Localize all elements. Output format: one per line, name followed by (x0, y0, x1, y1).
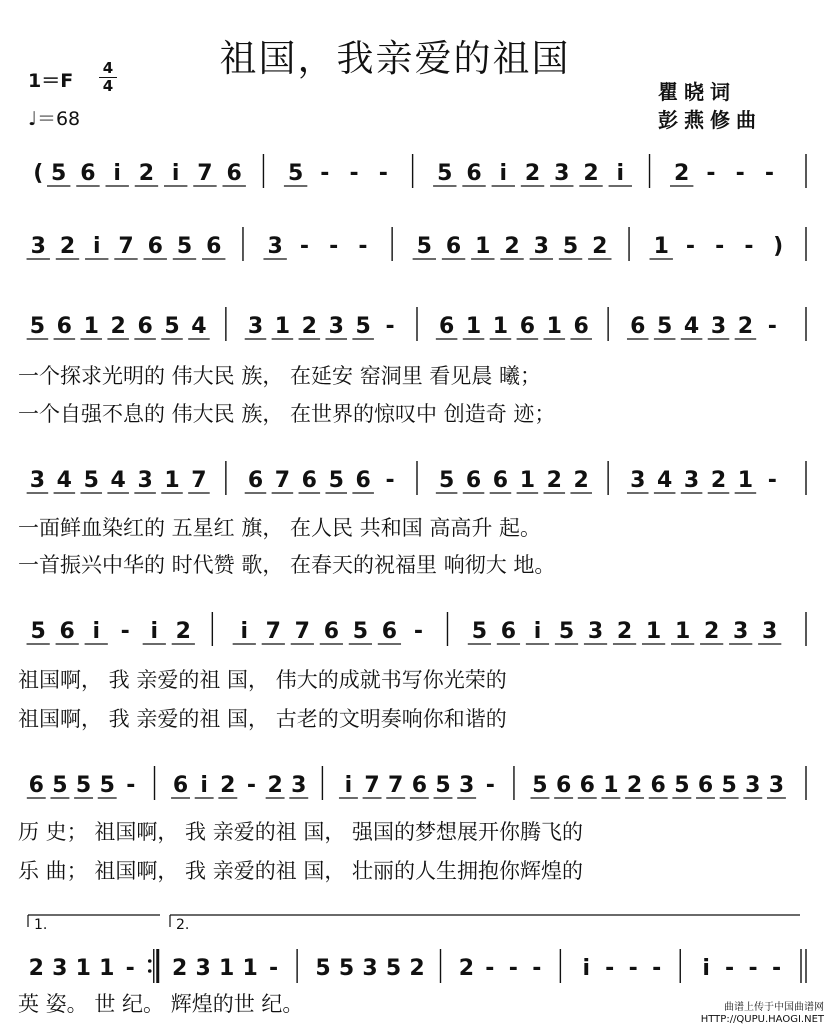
note: 4 (683, 314, 700, 339)
lyrics-line: 一首振兴中华的 时代赞 歌， 在春天的祝福里 响彻大 地。 (18, 553, 556, 577)
note: 3 (630, 468, 646, 493)
dash-mark: - (125, 956, 135, 981)
dash-mark: - (320, 161, 330, 186)
dash-mark: - (767, 468, 777, 493)
note: 1 (603, 773, 619, 798)
note: 3 (267, 234, 283, 259)
watermark-line: 曲谱上传于中国曲谱网 (724, 1002, 824, 1013)
note: 2 (504, 234, 520, 259)
note: 6 (59, 619, 75, 644)
note: 6 (466, 161, 482, 186)
lyrics-line: 一个探求光明的 伟大民 族， 在延安 窑洞里 看见晨 曦； (18, 364, 542, 388)
note: 3 (328, 314, 344, 339)
note: 7 (191, 468, 207, 493)
note: 5 (83, 468, 99, 493)
note: 5 (416, 234, 432, 259)
dash-mark: - (269, 956, 279, 981)
note: 3 (768, 773, 785, 798)
note: i (344, 773, 353, 798)
dash-mark: - (715, 234, 725, 259)
note: 2 (175, 619, 191, 644)
note: 3 (29, 468, 46, 493)
note: 5 (532, 773, 548, 798)
note: 2 (138, 161, 155, 186)
note: 2 (458, 956, 475, 981)
note: 6 (137, 314, 153, 339)
note: 3 (137, 468, 153, 493)
dash-mark: - (385, 468, 395, 493)
note: i (113, 161, 121, 186)
note: 3 (762, 619, 778, 644)
note: 5 (328, 468, 344, 493)
note: 1 (653, 234, 669, 259)
dash-mark: - (706, 161, 716, 186)
note: 3 (683, 468, 700, 493)
note: 6 (465, 468, 482, 493)
note: i (702, 956, 710, 981)
note: i (92, 619, 100, 644)
note: 2 (583, 161, 599, 186)
note: i (171, 161, 180, 186)
note: 5 (562, 234, 579, 259)
note: i (92, 234, 101, 259)
note: 5 (338, 956, 355, 981)
note: 3 (30, 234, 46, 259)
repeat-dot (148, 969, 152, 973)
note: 1 (99, 956, 115, 981)
note: 1 (164, 468, 180, 493)
dash-mark: - (120, 619, 130, 644)
dash-mark: - (329, 234, 339, 259)
note: 1 (645, 619, 662, 644)
note: 2 (674, 161, 690, 186)
note: 5 (674, 773, 690, 798)
lyrics-line: 一个自强不息的 伟大民 族， 在世界的惊叹中 创造奇 迹； (18, 402, 556, 426)
bracket-mark: ( (33, 161, 44, 186)
note: 6 (80, 161, 96, 186)
note: 3 (533, 234, 549, 259)
note: 2 (110, 314, 126, 339)
note: 3 (362, 956, 378, 981)
note: 2 (710, 468, 727, 493)
note: 3 (554, 161, 570, 186)
note: 7 (274, 468, 291, 493)
dash-mark: - (485, 956, 495, 981)
note: 6 (226, 161, 242, 186)
note: 6 (147, 234, 163, 259)
time-signature-top: 4 (102, 59, 114, 77)
lyrics-line: 祖国啊， 我 亲爱的祖 国， 伟大的成就书写你光荣的 (18, 668, 507, 692)
note: 2 (267, 773, 283, 798)
note: 5 (385, 956, 402, 981)
note: 1 (737, 468, 754, 493)
note: 6 (445, 234, 462, 259)
note: 6 (206, 234, 222, 259)
dash-mark: - (628, 956, 638, 981)
note: 6 (630, 314, 646, 339)
note: 6 (519, 314, 536, 339)
dash-mark: - (349, 161, 359, 186)
tempo-marking: ♩＝68 (28, 108, 81, 130)
dash-mark: - (532, 956, 542, 981)
dash-mark: - (767, 314, 777, 339)
note: 4 (191, 314, 207, 339)
note: 5 (435, 773, 451, 798)
lyrics-line: 英 姿。 世 纪。 辉煌的世 纪。 (18, 992, 304, 1016)
note: 1 (519, 468, 536, 493)
dash-mark: - (485, 773, 495, 798)
note: 5 (315, 956, 331, 981)
note: 6 (697, 773, 714, 798)
dash-mark: - (413, 619, 424, 644)
note: 6 (381, 619, 398, 644)
note: 1 (674, 619, 691, 644)
note: 4 (110, 468, 126, 493)
lyrics-line: 一面鲜血染红的 五星红 旗， 在人民 共和国 高高升 起。 (18, 516, 542, 540)
composer-credit: 彭燕修曲 (658, 108, 762, 132)
note: i (200, 773, 208, 798)
note: 6 (500, 619, 517, 644)
note: 5 (438, 468, 455, 493)
note: 3 (195, 956, 211, 981)
note: 5 (355, 314, 371, 339)
note: i (240, 619, 249, 644)
note: 2 (703, 619, 720, 644)
note: 2 (737, 314, 754, 339)
note: 6 (355, 468, 371, 493)
key-signature: 1＝F (28, 70, 74, 92)
note: 2 (573, 468, 589, 493)
lyricist-credit: 瞿晓词 (658, 80, 736, 104)
note: 3 (52, 956, 68, 981)
note: 1 (75, 956, 91, 981)
note: 6 (579, 773, 595, 798)
volta-label: 1. (34, 917, 48, 933)
dash-mark: - (652, 956, 662, 981)
dash-mark: - (508, 956, 518, 981)
note: i (499, 161, 508, 186)
note: 7 (294, 619, 310, 644)
note: 2 (28, 956, 44, 981)
note: 6 (492, 468, 509, 493)
note: 5 (287, 161, 304, 186)
lyrics-line: 历 史； 祖国啊， 我 亲爱的祖 国， 强国的梦想展开你腾飞的 (18, 820, 584, 844)
note: 7 (118, 234, 134, 259)
note: 5 (29, 314, 46, 339)
note: i (533, 619, 542, 644)
note: 2 (409, 956, 425, 981)
note: 5 (352, 619, 369, 644)
note: 6 (438, 314, 455, 339)
note: 1 (465, 314, 482, 339)
watermark-line: HTTP://QUPU.HAOGI.NET (700, 1014, 824, 1025)
note: 1 (492, 314, 509, 339)
note: 6 (411, 773, 428, 798)
note: 6 (555, 773, 572, 798)
note: 6 (301, 468, 317, 493)
dash-mark: - (685, 234, 696, 259)
note: 2 (626, 773, 643, 798)
song-title: 祖国，我亲爱的祖国 (219, 37, 571, 80)
note: 5 (164, 314, 180, 339)
note: 1 (475, 234, 491, 259)
volta-label: 2. (176, 917, 190, 933)
note: 5 (437, 161, 453, 186)
note: i (616, 161, 625, 186)
watermark (701, 1002, 824, 1026)
note: 5 (176, 234, 193, 259)
repeat-dot (148, 959, 152, 963)
dash-mark: - (385, 314, 395, 339)
note: 2 (220, 773, 236, 798)
note: 5 (721, 773, 737, 798)
note: 5 (75, 773, 92, 798)
note: 3 (733, 619, 749, 644)
note: 4 (56, 468, 72, 493)
note: 2 (171, 956, 188, 981)
note: 5 (471, 619, 488, 644)
dash-mark: - (246, 773, 257, 798)
dash-mark: - (378, 161, 388, 186)
note: 2 (524, 161, 541, 186)
note: 6 (56, 314, 72, 339)
note: 7 (265, 619, 281, 644)
dash-mark: - (735, 161, 745, 186)
note: 5 (99, 773, 115, 798)
dash-mark: - (358, 234, 368, 259)
note: 6 (573, 314, 589, 339)
note: 1 (546, 314, 562, 339)
dash-mark: - (748, 956, 758, 981)
note: 2 (616, 619, 633, 644)
note: i (582, 956, 591, 981)
note: 6 (28, 773, 44, 798)
note: 5 (30, 619, 46, 644)
note: 1 (83, 314, 99, 339)
note: 1 (218, 956, 235, 981)
note: 1 (274, 314, 291, 339)
note: 7 (388, 773, 404, 798)
note: 3 (710, 314, 727, 339)
note: 2 (592, 234, 608, 259)
lyrics-line: 祖国啊， 我 亲爱的祖 国， 古老的文明奏响你和谐的 (18, 707, 507, 731)
note: 6 (650, 773, 666, 798)
dash-mark: - (764, 161, 775, 186)
note: 3 (291, 773, 307, 798)
dash-mark: - (744, 234, 754, 259)
note: 6 (323, 619, 340, 644)
note: 3 (247, 314, 264, 339)
note: 5 (558, 619, 575, 644)
note: 2 (301, 314, 317, 339)
note: 2 (59, 234, 76, 259)
dash-mark: - (605, 956, 615, 981)
dash-mark: - (725, 956, 735, 981)
bracket-mark: ) (773, 234, 784, 259)
time-signature-bottom: 4 (102, 77, 114, 95)
note: 6 (172, 773, 189, 798)
dash-mark: - (772, 956, 782, 981)
note: 2 (546, 468, 562, 493)
dash-mark: - (299, 234, 309, 259)
note: 5 (52, 773, 68, 798)
lyrics-line: 乐 曲； 祖国啊， 我 亲爱的祖 国， 壮丽的人生拥抱你辉煌的 (18, 859, 584, 883)
note: 7 (364, 773, 380, 798)
note: 5 (657, 314, 673, 339)
note: 7 (197, 161, 213, 186)
note: i (150, 619, 159, 644)
note: 3 (745, 773, 761, 798)
note: 3 (459, 773, 475, 798)
note: 3 (587, 619, 604, 644)
note: 1 (242, 956, 258, 981)
dash-mark: - (126, 773, 136, 798)
note: 6 (247, 468, 264, 493)
note: 4 (657, 468, 673, 493)
note: 5 (51, 161, 67, 186)
